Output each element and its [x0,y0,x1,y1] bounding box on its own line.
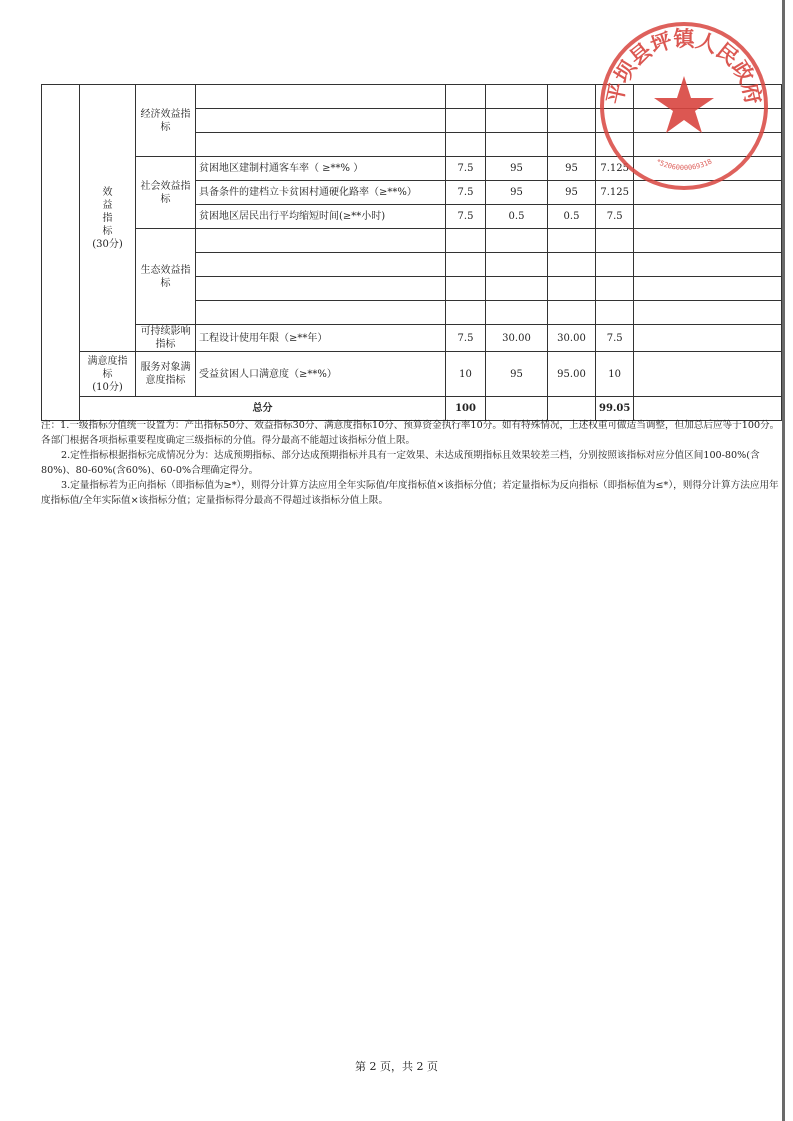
notes-section [41,418,781,508]
left-margin-cell [42,85,80,421]
total-score: 99.05 [596,397,634,421]
official-seal [596,18,772,194]
table-row: 满意度指标 (10分) 服务对象满意度指标 受益贫困人口满意度（≥**%） 10 95 95.00 10 [42,352,782,397]
table-row: 具备条件的建档立卡贫困村通硬化路率（≥**%） 7.5 95 95 7.125 [42,181,782,205]
seal-code: *5206000069318 [654,157,714,173]
benefit-category-cell: 效 益 指 标 (30分) [80,85,136,352]
economic-benefit-label: 经济效益指标 [136,85,196,157]
total-weight: 100 [446,397,486,421]
total-label: 总分 [80,397,446,421]
total-row [42,397,782,421]
seal-text: 平坝县坪镇人民政府 [601,26,767,107]
seal-star-icon [654,76,714,133]
scan-edge [782,0,785,1121]
table-row [42,229,782,253]
svg-text:*5206000069318 [655,157,714,172]
note-1: 注：1.一级指标分值统一设置为：产出指标50分、效益指标30分、满意度指标10分、预算资金执行率10分。如有特殊情况，上述权重可做适当调整，但加总后应等于100分。各部门根据各项指标重要程度确定三级指标的分值。得分最高不能超过该指标分值上限。 [41,420,780,446]
sustain-label: 可持续影响指标 [136,325,196,352]
table-row: 贫困地区居民出行平均缩短时间(≥**小时) 7.5 0.5 0.5 7.5 [42,205,782,229]
service-satisfaction-label: 服务对象满意度指标 [136,352,196,397]
social-benefit-label: 社会效益指标 [136,157,196,229]
page-number: 第 2 页，共 2 页 [355,1060,438,1073]
satisfaction-category-cell: 满意度指标 (10分) [80,352,136,397]
ecology-benefit-label: 生态效益指标 [136,229,196,325]
note-2: 2.定性指标根据指标完成情况分为：达成预期指标、部分达成预期指标并具有一定效果、未达成预期指标且效果较差三档，分别按照该指标对应分值区间100-80%(含80%)、80-60%(含60%)、60-0%合理确定得分。 [41,450,760,476]
table-row: 社会效益指标 贫困地区建制村通客车率（ ≥**% ） 7.5 95 95 7.125 [42,157,782,181]
table-row: 可持续影响指标 工程设计使用年限（≥**年） 7.5 30.00 30.00 7.5 [42,325,782,352]
note-3: 3.定量指标若为正向指标（即指标值为≥*），则得分计算方法应用全年实际值/年度指标值×该指标分值；若定量指标为反向指标（即指标值为≤*），则得分计算方法应用年度指标值/全年实际值×该指标分值；定量指标得分最高不得超过该指标分值上限。 [41,480,779,506]
